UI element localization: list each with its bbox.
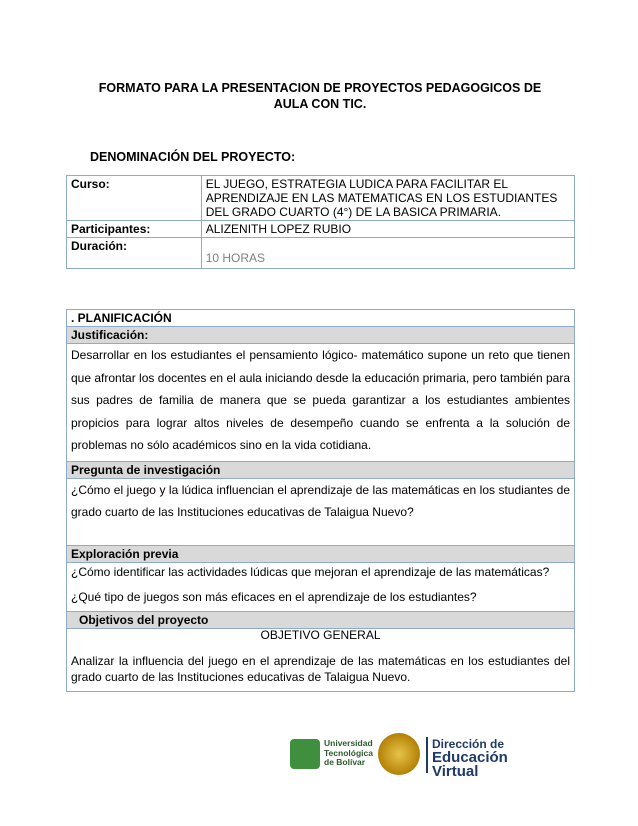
justificacion-text: Desarrollar en los estudiantes el pensamiento lógico- matemático supone un reto que tienen que afrontar los docentes en el aula iniciando desde la educación primaria, pero también para sus padres de familia de manera que se pueda garantizar a los estudiantes ambientes propicios para lograr altos niveles de desempeño cuando se enfrenta a la solución de problemas no sólo académicos sino en la vida cotidiana. (67, 344, 575, 462)
objetivo-cell (67, 628, 575, 691)
duracion-cell (201, 238, 574, 269)
objetivo-general-heading: OBJETIVO GENERAL (260, 627, 381, 642)
table-row (67, 238, 575, 269)
pregunta-cell (67, 478, 575, 545)
participantes-value: ALIZENITH LOPEZ RUBIO (201, 221, 574, 238)
duracion-value: 10 HORAS (205, 251, 266, 265)
utb-logo-icon (290, 739, 320, 769)
project-info-table (66, 175, 575, 269)
curso-label: Curso: (67, 176, 202, 221)
exploracion-cell (67, 562, 575, 611)
table-row (67, 176, 575, 221)
curso-value: EL JUEGO, ESTRATEGIA LUDICA PARA FACILITAR EL APRENDIZAJE EN LAS MATEMATICAS EN LOS ESTUDIANTES DEL GRADO CUARTO (4°) DE LA BASICA PRIMARIA. (201, 176, 574, 221)
exploracion-q1: ¿Cómo identificar las actividades lúdicas que mejoran el aprendizaje de las matemáticas? (71, 564, 550, 579)
footer-logos (290, 733, 550, 779)
exploracion-label: Exploración previa (67, 545, 575, 562)
title-line-2: AULA CON TIC. (273, 97, 367, 111)
seal-logo-icon (378, 733, 420, 775)
participantes-label: Participantes: (67, 221, 202, 238)
table-row (67, 221, 575, 238)
planificacion-table (66, 309, 575, 692)
exploracion-q2: ¿Qué tipo de juegos son más eficaces en el aprendizaje de los estudiantes? (71, 589, 477, 604)
document-title (90, 80, 550, 112)
direccion-line-1: Dirección de (432, 737, 505, 751)
utb-logo-text: Universidad Tecnológica de Bolívar (324, 738, 373, 767)
planificacion-heading: . PLANIFICACIÓN (67, 310, 575, 327)
title-line-1: FORMATO PARA LA PRESENTACION DE PROYECTOS PEDAGOGICOS DE (98, 81, 542, 95)
justificacion-label: Justificación: (67, 327, 575, 344)
direccion-logo (432, 737, 550, 779)
pregunta-label: Pregunta de investigación (67, 461, 575, 478)
objetivos-label: Objetivos del proyecto (67, 611, 575, 628)
denominacion-heading: DENOMINACIÓN DEL PROYECTO: (90, 150, 296, 164)
direccion-line-2: Educación Virtual (432, 749, 508, 780)
pregunta-text: ¿Cómo el juego y la lúdica influencian el aprendizaje de las matemáticas en los studiantes de grado cuarto de las Instituciones educativas de Talaigua Nuevo? (71, 482, 570, 519)
duracion-label: Duración: (67, 238, 202, 269)
logo-divider (426, 737, 428, 773)
objetivo-general-text: Analizar la influencia del juego en el aprendizaje de las matemáticas en los estudiantes del grado cuarto de las Instituciones educativas de Talaigua Nuevo. (71, 653, 570, 684)
